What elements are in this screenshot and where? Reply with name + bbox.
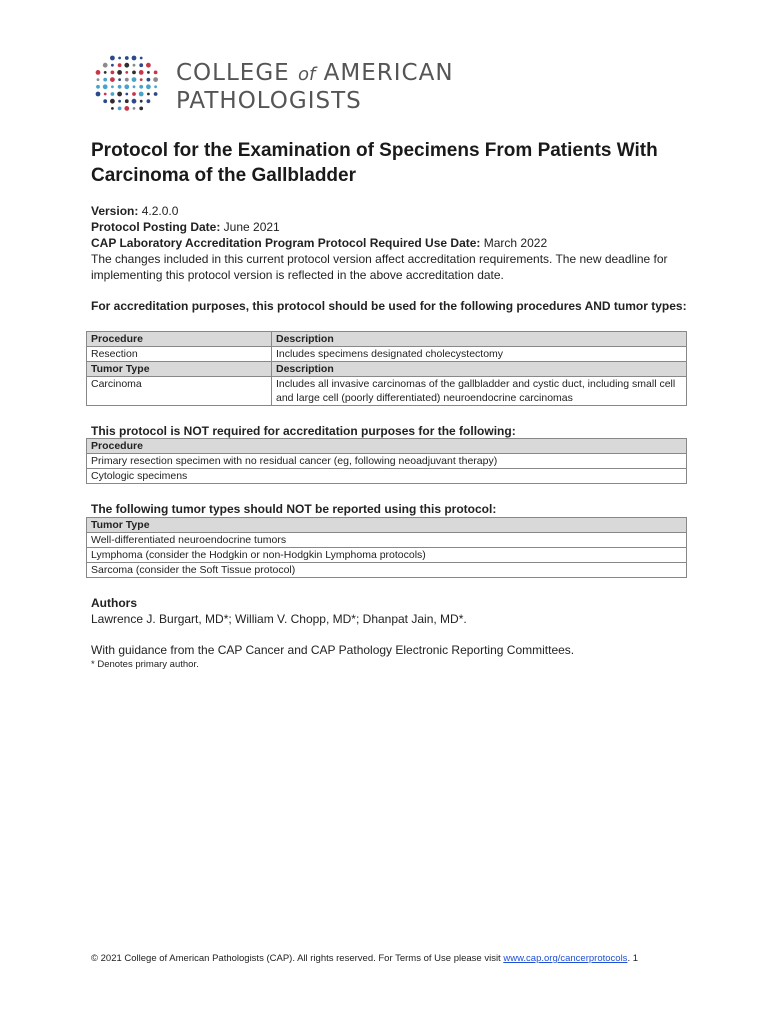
logo-dot (124, 63, 129, 68)
logo-dot (132, 71, 136, 75)
logo-dot (124, 84, 129, 89)
required-use-date-line: CAP Laboratory Accreditation Program Protocol Required Use Date: March 2022 (91, 236, 548, 250)
logo-dot (103, 78, 107, 82)
logo-dot (110, 77, 115, 82)
table-row: Primary resection specimen with no residual cancer (eg, following neoadjuvant therapy) (87, 454, 687, 469)
page-footer: © 2021 College of American Pathologists (CAP). All rights reserved. For Terms of Use please visit www.cap.org/cancerprotocols. 1 (91, 953, 638, 964)
logo-dot (103, 84, 108, 89)
table-row: Carcinoma Includes all invasive carcinomas of the gallbladder and cystic duct, including small cell and large cell (poorly differentiated) neuroendocrine carcinomas (87, 377, 687, 406)
logo-dot (132, 92, 136, 96)
logo-dot (103, 99, 107, 103)
cancer-protocols-link[interactable]: www.cap.org/cancerprotocols (503, 953, 628, 964)
logo-line-1: COLLEGE of AMERICAN (176, 60, 454, 86)
logo-dot (104, 71, 107, 74)
logo-dot (111, 92, 115, 96)
protocol-meta (91, 203, 691, 283)
logo-dot (96, 92, 101, 97)
logo-dot (111, 64, 114, 67)
logo-dot (125, 93, 128, 96)
logo-dot (147, 99, 151, 103)
logo-dot (133, 64, 136, 67)
logo-dot (139, 107, 143, 111)
logo-dot (118, 57, 121, 60)
page-number: . 1 (627, 953, 638, 964)
logo-dot (117, 92, 122, 97)
logo-dot (125, 99, 129, 103)
logo-dot (139, 70, 144, 75)
logo-dot (118, 63, 122, 67)
logo-dot (147, 71, 150, 74)
table-row: Sarcoma (consider the Soft Tissue protocol) (87, 563, 687, 578)
logo-dot (118, 85, 122, 89)
changes-note: The changes included in this current protocol version affect accreditation requirements. The new deadline for implementing this protocol version is reflected in the above accreditation date. (91, 252, 668, 282)
logo-dot (111, 85, 114, 88)
logo-dot (110, 99, 115, 104)
table-row: Well-differentiated neuroendocrine tumors (87, 533, 687, 548)
logo-dot (118, 78, 121, 81)
logo-dot (147, 78, 151, 82)
authors-list: Lawrence J. Burgart, MD*; William V. Chopp, MD*; Dhanpat Jain, MD*. (91, 612, 467, 626)
guidance-note: With guidance from the CAP Cancer and CAP Pathology Electronic Reporting Committees. (91, 643, 575, 657)
version-line: Version: 4.2.0.0 (91, 204, 179, 218)
section3-heading: The following tumor types should NOT be reported using this protocol: (91, 502, 497, 516)
table-row: Procedure Description (87, 332, 687, 347)
logo-dot (96, 85, 100, 89)
logo-dot (139, 85, 143, 89)
table-row: Procedure (87, 439, 687, 454)
cap-logo (94, 54, 494, 114)
logo-dot (133, 107, 136, 110)
logo-dot (146, 63, 151, 68)
not-required-table (86, 438, 687, 484)
logo-dot (111, 107, 114, 110)
logo-dot (111, 71, 115, 75)
table-row: Cytologic specimens (87, 469, 687, 484)
logo-dots-icon (94, 54, 160, 114)
logo-dot (125, 71, 128, 74)
logo-dot (132, 56, 137, 61)
table-row: Lymphoma (consider the Hodgkin or non-Hodgkin Lymphoma protocols) (87, 548, 687, 563)
excluded-tumors-table (86, 517, 687, 578)
logo-dot (153, 77, 158, 82)
logo-dot (125, 78, 129, 82)
section2-heading: This protocol is NOT required for accreditation purposes for the following: (91, 424, 516, 438)
logo-dot (117, 70, 122, 75)
logo-dot (118, 100, 121, 103)
logo-dot (140, 100, 143, 103)
logo-dot (154, 85, 157, 88)
logo-dot (146, 84, 151, 89)
logo-dot (154, 71, 158, 75)
logo-wordmark (176, 60, 454, 114)
logo-dot (132, 99, 137, 104)
logo-dot (103, 63, 108, 68)
procedures-table (86, 331, 687, 406)
section1-heading: For accreditation purposes, this protocol should be used for the following procedures AND tumor types: (91, 299, 687, 313)
logo-dot (124, 106, 129, 111)
authors-heading: Authors (91, 596, 137, 610)
logo-dot (140, 78, 143, 81)
logo-dot (139, 63, 143, 67)
logo-dot (133, 85, 136, 88)
table-row: Resection Includes specimens designated cholecystectomy (87, 347, 687, 362)
table-row: Tumor Type Description (87, 362, 687, 377)
logo-dot (147, 93, 150, 96)
posting-date-line: Protocol Posting Date: June 2021 (91, 220, 280, 234)
logo-dot (139, 92, 144, 97)
logo-dot (125, 56, 129, 60)
logo-line-2: PATHOLOGISTS (176, 88, 362, 114)
table-row: Tumor Type (87, 518, 687, 533)
logo-dot (132, 77, 137, 82)
document-title: Protocol for the Examination of Specimens From Patients With Carcinoma of the Gallbladder (91, 140, 658, 186)
logo-dot (140, 57, 143, 60)
logo-dot (97, 78, 100, 81)
logo-dot (110, 56, 115, 61)
primary-author-note: * Denotes primary author. (91, 659, 199, 670)
logo-dot (154, 92, 158, 96)
logo-dot (118, 107, 122, 111)
logo-dot (104, 93, 107, 96)
logo-dot (96, 70, 101, 75)
